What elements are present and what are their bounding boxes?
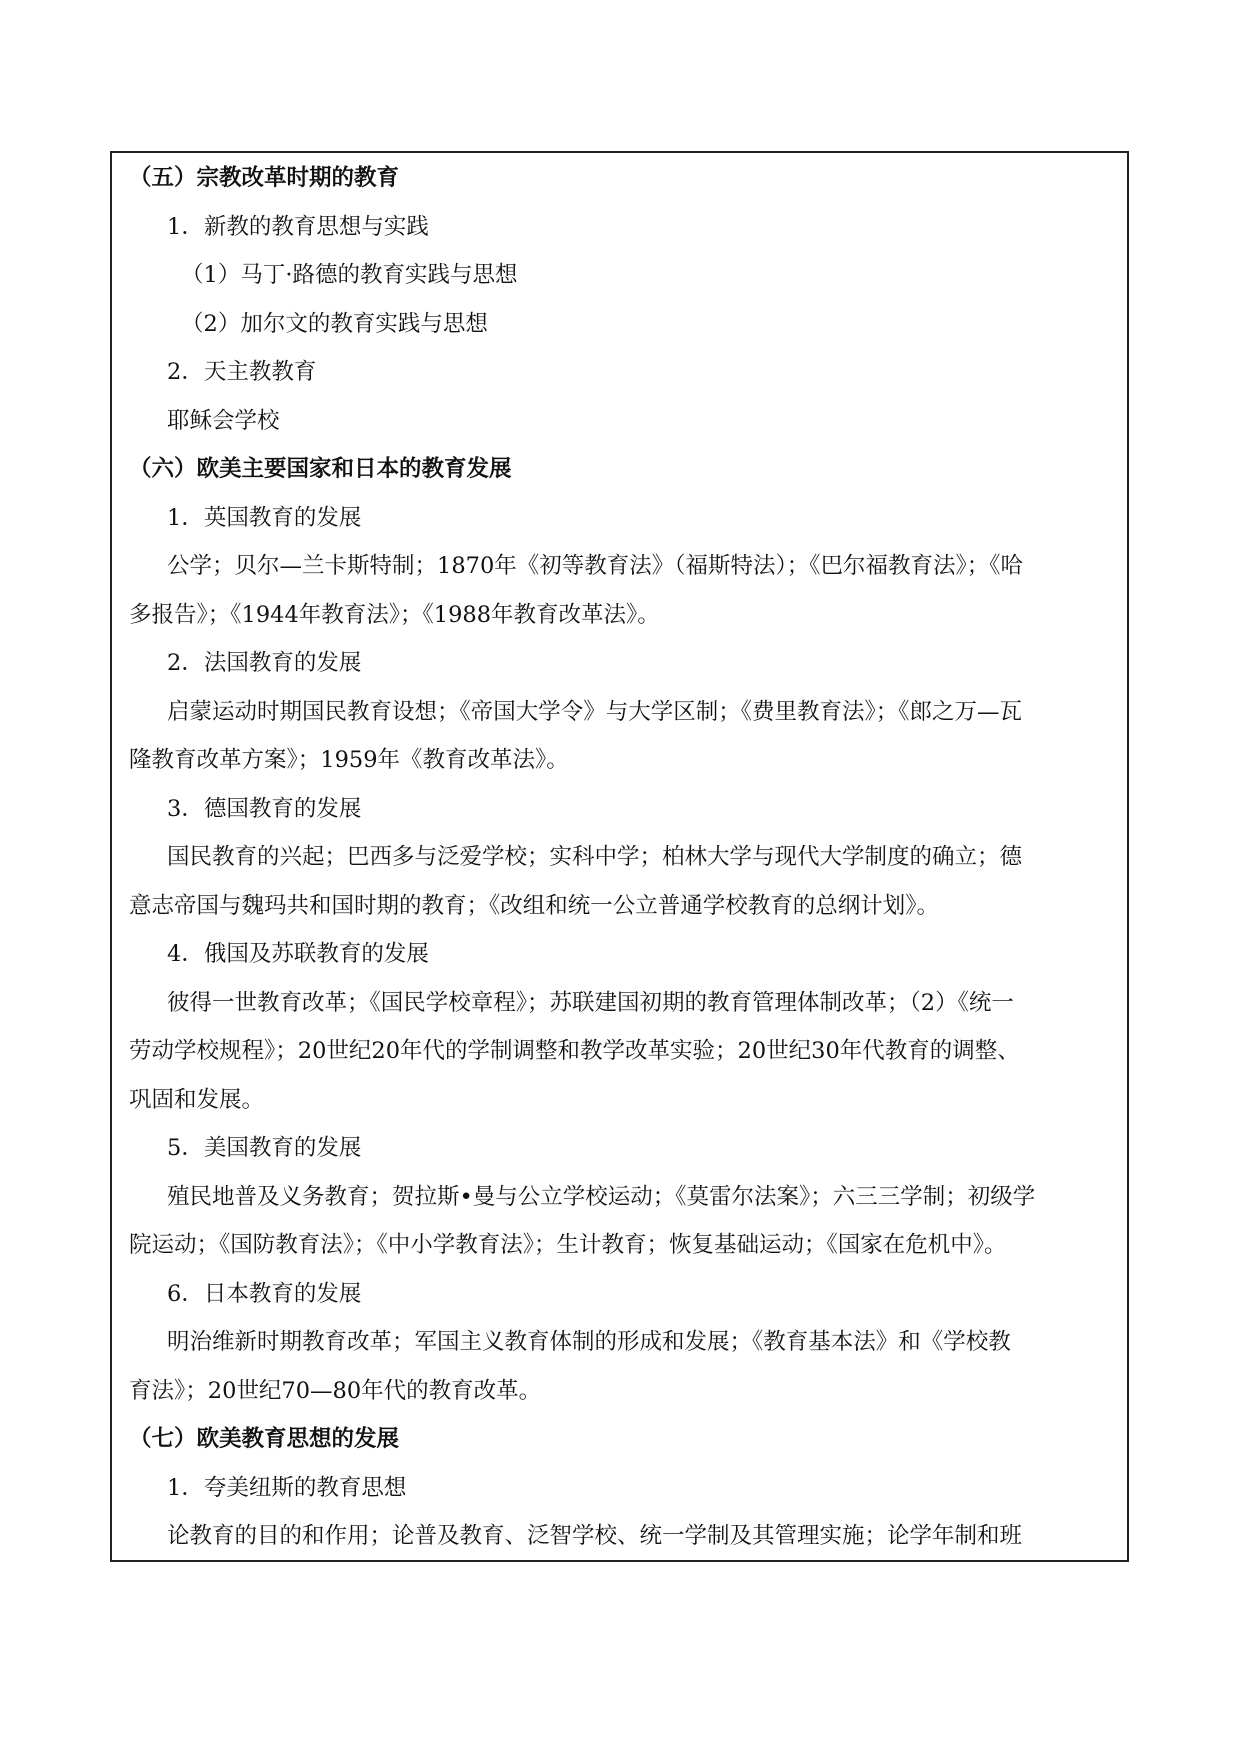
paragraph-line: 论教育的目的和作用；论普及教育、泛智学校、统一学制及其管理实施；论学年制和班 <box>167 1523 1023 1549</box>
paragraph-line: 明治维新时期教育改革；军国主义教育体制的形成和发展；《教育基本法》和《学校教 <box>167 1329 1011 1355</box>
content-box <box>110 151 1129 1562</box>
item-label: 1．新教的教育思想与实践 <box>167 214 429 240</box>
paragraph-line: 隆教育改革方案》；1959年《教育改革法》。 <box>129 747 569 773</box>
paragraph-line: 劳动学校规程》；20世纪20年代的学制调整和教学改革实验；20世纪30年代教育的调整、 <box>129 1038 1020 1064</box>
section-heading: （五）宗教改革时期的教育 <box>129 165 400 191</box>
item-label: （1）马丁·路德的教育实践与思想 <box>181 262 518 288</box>
section-heading: （七）欧美教育思想的发展 <box>129 1426 400 1452</box>
item-label: （2）加尔文的教育实践与思想 <box>181 311 488 337</box>
paragraph-line: 国民教育的兴起；巴西多与泛爱学校；实科中学；柏林大学与现代大学制度的确立；德 <box>167 844 1023 870</box>
paragraph-line: 院运动；《国防教育法》；《中小学教育法》；生计教育；恢复基础运动；《国家在危机中》。 <box>129 1232 1007 1258</box>
paragraph-line: 彼得一世教育改革；《国民学校章程》；苏联建国初期的教育管理体制改革；（2）《统一 <box>167 990 1014 1016</box>
item-label: 4．俄国及苏联教育的发展 <box>167 941 429 967</box>
item-label: 1．夸美纽斯的教育思想 <box>167 1475 407 1501</box>
paragraph-line: 巩固和发展。 <box>129 1087 265 1113</box>
item-label: 1．英国教育的发展 <box>167 505 362 531</box>
paragraph-line: 意志帝国与魏玛共和国时期的教育；《改组和统一公立普通学校教育的总纲计划》。 <box>129 893 940 919</box>
item-label: 耶稣会学校 <box>167 408 280 434</box>
paragraph-line: 育法》；20世纪70—80年代的教育改革。 <box>129 1378 542 1404</box>
section-heading: （六）欧美主要国家和日本的教育发展 <box>129 456 512 482</box>
paragraph-line: 殖民地普及义务教育；贺拉斯•曼与公立学校运动；《莫雷尔法案》；六三三学制；初级学 <box>167 1184 1036 1210</box>
item-label: 6．日本教育的发展 <box>167 1281 362 1307</box>
item-label: 5．美国教育的发展 <box>167 1135 362 1161</box>
item-label: 2．天主教教育 <box>167 359 317 385</box>
paragraph-line: 公学；贝尔—兰卡斯特制；1870年《初等教育法》（福斯特法）；《巴尔福教育法》；《哈 <box>167 553 1024 579</box>
item-label: 3．德国教育的发展 <box>167 796 362 822</box>
paragraph-line: 多报告》；《1944年教育法》；《1988年教育改革法》。 <box>129 602 660 628</box>
paragraph-line: 启蒙运动时期国民教育设想；《帝国大学令》与大学区制；《费里教育法》；《郎之万—瓦 <box>167 699 1023 725</box>
item-label: 2．法国教育的发展 <box>167 650 362 676</box>
